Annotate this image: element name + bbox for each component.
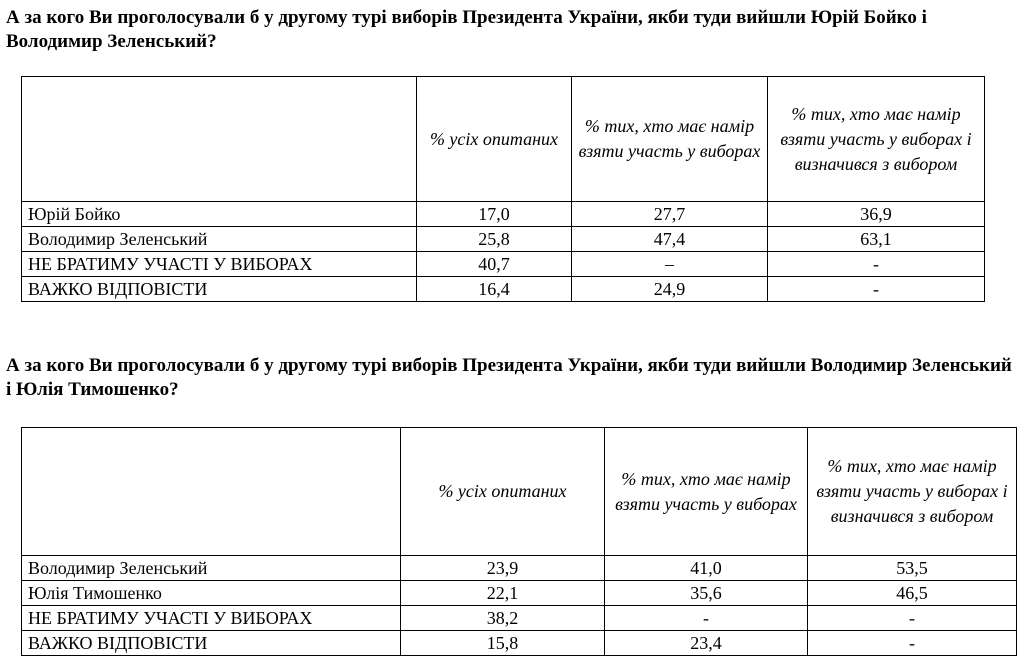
cell-intend-to-vote: 47,4	[572, 227, 768, 252]
table-row	[22, 556, 1017, 581]
cell-all-respondents: 16,4	[417, 277, 572, 302]
cell-decided-voters: -	[808, 631, 1017, 656]
cell-all-respondents: 22,1	[401, 581, 605, 606]
cell-all-respondents: 15,8	[401, 631, 605, 656]
header-empty-cell	[22, 77, 417, 202]
cell-all-respondents: 25,8	[417, 227, 572, 252]
cell-decided-voters: 63,1	[768, 227, 985, 252]
row-label: Володимир Зеленський	[22, 227, 417, 252]
cell-all-respondents: 40,7	[417, 252, 572, 277]
cell-all-respondents: 23,9	[401, 556, 605, 581]
header-intend-to-vote: % тих, хто має намір взяти участь у виборах	[572, 77, 768, 202]
cell-decided-voters: -	[808, 606, 1017, 631]
row-label: Юлія Тимошенко	[22, 581, 401, 606]
cell-intend-to-vote: 35,6	[605, 581, 808, 606]
cell-intend-to-vote: 41,0	[605, 556, 808, 581]
question-1-title: А за кого Ви проголосували б у другому турі виборів Президента України, якби туди вийшли Юрій Бойко і Володимир Зеленський?	[6, 7, 927, 52]
header-all-respondents: % усіх опитаних	[401, 428, 605, 556]
results-table-2	[21, 427, 1017, 656]
row-label: НЕ БРАТИМУ УЧАСТІ У ВИБОРАХ	[22, 252, 417, 277]
cell-intend-to-vote: –	[572, 252, 768, 277]
cell-intend-to-vote: 27,7	[572, 202, 768, 227]
header-intend-to-vote: % тих, хто має намір взяти участь у виборах	[605, 428, 808, 556]
table-header-row	[22, 77, 985, 202]
table-header-row	[22, 428, 1017, 556]
table-row	[22, 631, 1017, 656]
row-label: ВАЖКО ВІДПОВІСТИ	[22, 277, 417, 302]
cell-decided-voters: 53,5	[808, 556, 1017, 581]
table-row	[22, 581, 1017, 606]
table-row	[22, 202, 985, 227]
header-decided-voters: % тих, хто має намір взяти участь у виборах і визначився з вибором	[768, 77, 985, 202]
cell-decided-voters: -	[768, 252, 985, 277]
table-row	[22, 606, 1017, 631]
table-row	[22, 277, 985, 302]
cell-decided-voters: 46,5	[808, 581, 1017, 606]
cell-intend-to-vote: 24,9	[572, 277, 768, 302]
cell-all-respondents: 17,0	[417, 202, 572, 227]
table-row	[22, 252, 985, 277]
row-label: НЕ БРАТИМУ УЧАСТІ У ВИБОРАХ	[22, 606, 401, 631]
cell-all-respondents: 38,2	[401, 606, 605, 631]
header-all-respondents: % усіх опитаних	[417, 77, 572, 202]
row-label: Володимир Зеленський	[22, 556, 401, 581]
row-label: ВАЖКО ВІДПОВІСТИ	[22, 631, 401, 656]
cell-intend-to-vote: 23,4	[605, 631, 808, 656]
cell-intend-to-vote: -	[605, 606, 808, 631]
table-row	[22, 227, 985, 252]
header-decided-voters: % тих, хто має намір взяти участь у виборах і визначився з вибором	[808, 428, 1017, 556]
row-label: Юрій Бойко	[22, 202, 417, 227]
cell-decided-voters: -	[768, 277, 985, 302]
question-2-title: А за кого Ви проголосували б у другому турі виборів Президента України, якби туди вийшли Володимир Зеленський і Юлія Тимошенко?	[6, 355, 1012, 400]
header-empty-cell	[22, 428, 401, 556]
cell-decided-voters: 36,9	[768, 202, 985, 227]
results-table-1	[21, 76, 985, 302]
